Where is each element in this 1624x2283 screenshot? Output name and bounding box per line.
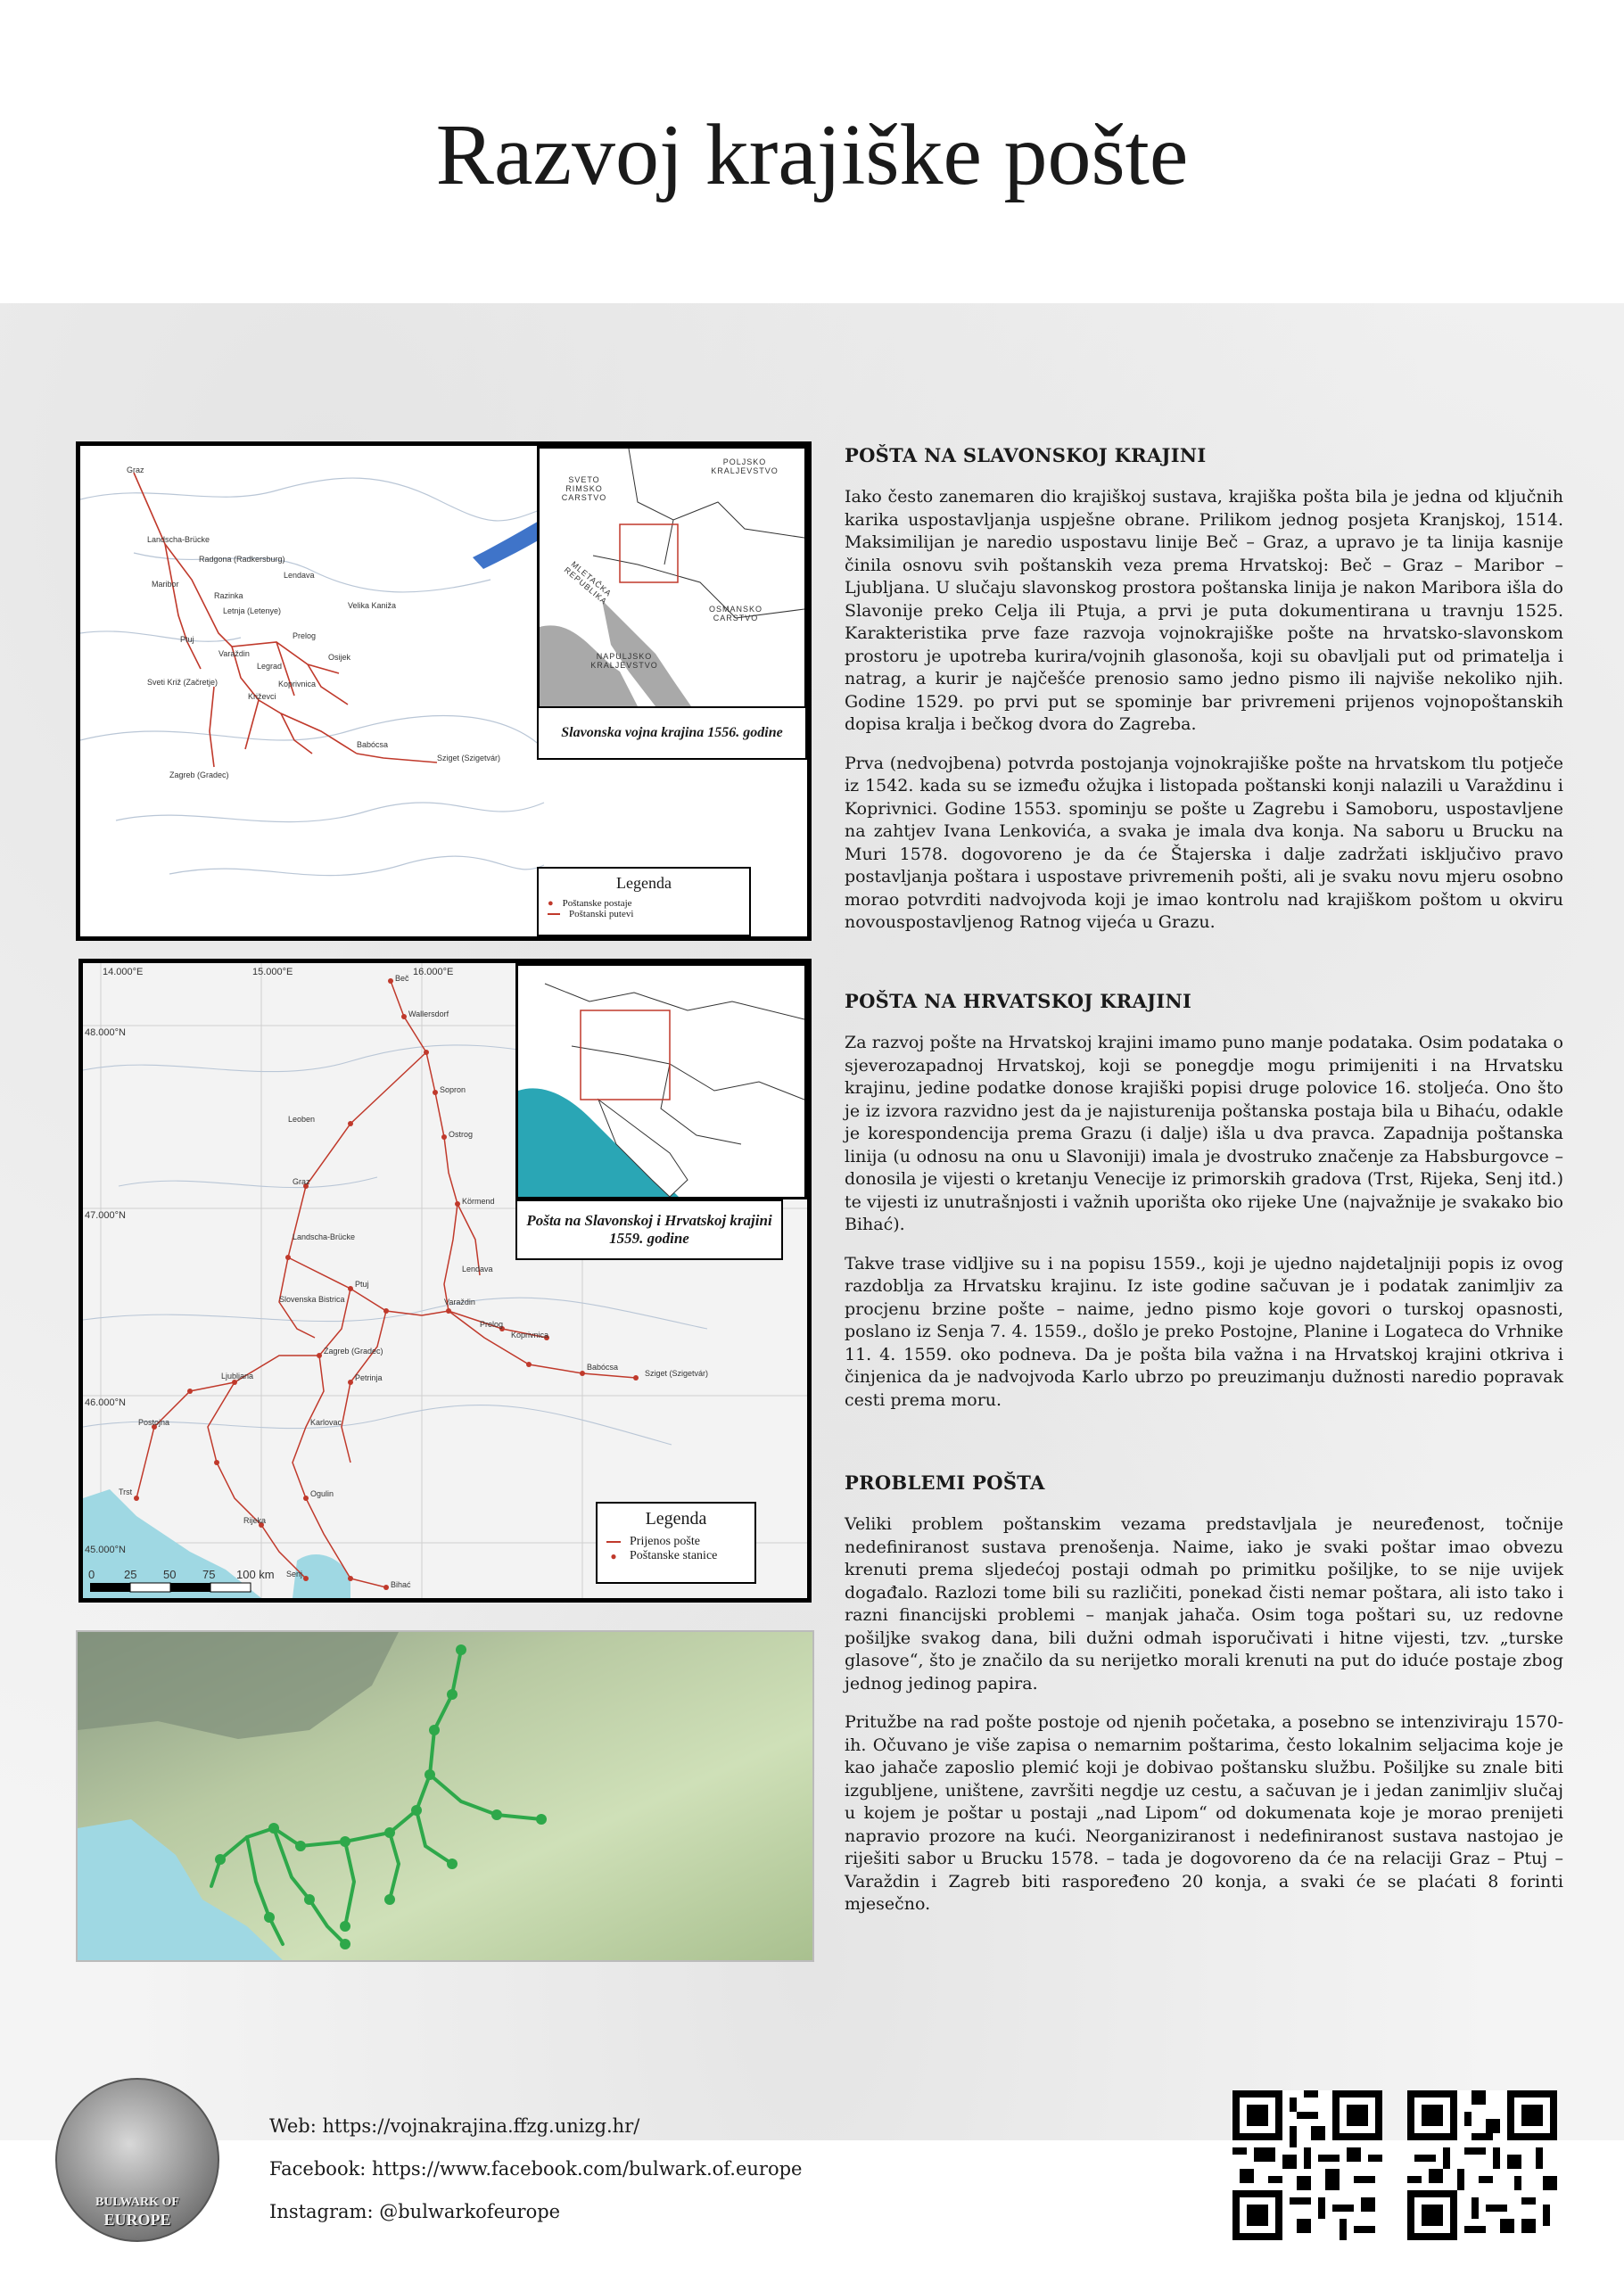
map-place-label: Prelog: [293, 631, 317, 640]
section-heading: PROBLEMI POŠTA: [845, 1471, 1045, 1494]
map-place-label: Sopron: [440, 1085, 466, 1094]
map2-legend: [596, 1502, 756, 1584]
legend-title: Legenda: [645, 1509, 707, 1529]
section-paragraph: Veliki problem poštanskim vezama predstavljala je neuređenost, točnije nedefiniranost sustava prenošenja. Naime, iako je svaki poštar imao obvezu krenuti prema sljedećoj postaji odmah po primitku pošiljke, to se nije uvijek događalo. Razlozi tome bili su različiti, ponekad čisti nemar poštara, ali isto tako i razni financijski problemi – manjak jahača. Osim toga poštari su, uz redovne pošiljke svakog dana, bili dužni odmah isporučivati i hitne vijesti, tzv. „turske glasove“, što je značilo da su nerijetko morali krenuti na put do iduće postaje zbog jednog jedinog papira.: [845, 1514, 1563, 1694]
map-place-label: Koprivnica: [511, 1331, 549, 1339]
legend-title: Legenda: [616, 874, 672, 892]
inset-label-venice: MLETAČKA REPUBLIKA: [562, 559, 614, 606]
scale-label: 50: [163, 1568, 177, 1581]
map-place-label: Leoben: [288, 1115, 316, 1124]
map-place-label: Bihać: [391, 1580, 411, 1589]
legend-label: Poštanski putevi: [569, 909, 634, 919]
page-title: Razvoj krajiške pošte: [435, 107, 1189, 203]
legend-row: [548, 909, 740, 919]
map1-inset-europe: [537, 446, 807, 709]
scale-label: 100 km: [236, 1568, 275, 1581]
section-paragraph: Takve trase vidljive su i na popisu 1559., koji je ujedno najdetaljniji popis iz ovog razdoblja za Hrvatsku krajinu. Iz iste godine sačuvan je i podatak zanimljiv za procjenu brzine pošte – naime, jedno pismo koje govori o turskoj opasnosti, poslano iz Senja 7. 4. 1559., došlo je preko Postojne, Planine i Logateca do Vrhnike 11. 4. 1559. oko podneva. Da je pošta bila važna i na Hrvatskoj krajini otkriva i činjenica da je nadvojvoda Karlo ubrzo po preuzimanju dužnosti naredio popravak cesti prema moru.: [845, 1253, 1563, 1410]
lat-label: 45.000°N: [85, 1545, 126, 1555]
section-croatian-frontier: [845, 990, 1563, 1428]
map-terrain-routes: [76, 1630, 814, 1962]
footer-facebook-link[interactable]: Facebook: https://www.facebook.com/bulwark.of.europe: [269, 2158, 803, 2180]
map2-caption: Pošta na Slavonskoj i Hrvatskoj krajini 1559. godine: [515, 1199, 783, 1260]
route-line-icon: [548, 913, 560, 915]
legend-label: Poštanske postaje: [562, 898, 632, 909]
lon-label: 15.000°E: [252, 967, 293, 977]
map-place-label: Slovenska Bistrica: [279, 1295, 345, 1304]
map-place-label: Osijek: [328, 653, 351, 662]
lon-label: 14.000°E: [103, 967, 144, 977]
scale-label: 25: [124, 1568, 137, 1581]
map-place-label: Graz: [127, 466, 144, 474]
map-place-label: Velika Kaniža: [348, 601, 397, 610]
map-place-label: Senj: [286, 1570, 303, 1578]
lat-label: 48.000°N: [85, 1027, 126, 1038]
map-place-label: Rijeka: [243, 1516, 267, 1525]
map-place-label: Varaždin: [218, 649, 250, 658]
map-place-label: Sziget (Szigetvár): [645, 1369, 709, 1378]
inset-label-poland: POLJSKO KRALJEVSTVO: [711, 457, 779, 475]
legend-label: Prijenos pošte: [630, 1535, 700, 1548]
map-croatia-slavonia-1559: [78, 959, 812, 1603]
section-postal-problems: [845, 1471, 1563, 1933]
section-paragraph: Pritužbe na rad pošte postoje od njenih početaka, a posebno se intenziviraju 1570-ih. Očuvano je više zapisa o nemarnim poštarima, često lokalnim seljacima koje je kao jahače zaposlio plemić koji je dobivao poštansku službu. Pošiljke su znale biti izgubljene, uništene, završiti negdje uz cestu, a sačuvan je i jedan zanimljiv slučaj u kojem je poštar u postaji „nad Lipom“ od dokumenata koje je morao prenijeti napravio prozore na kući. Neorganiziranost i nedefiniranost sustava nastojao je riješiti sabor u Brucku 1578. – tada je dogovoreno da će na relaciji Graz – Ptuj – Varaždin i Zagreb biti raspoređeno 20 konja, a svaki će se plaćati 8 forinti mjesečno.: [845, 1712, 1563, 1914]
footer-web-link[interactable]: Web: https://vojnakrajina.ffzg.unizg.hr/: [269, 2115, 640, 2137]
section-paragraph: Prva (nedvojbena) potvrda postojanja vojnokrajiške pošte na hrvatskom tlu potječe iz 1542. kada su se između ožujka i listopada poštanski konji nalazili u Varaždinu i Koprivnici. Godine 1553. spominju se pošte u Zagrebu i Samoboru, uspostavljene na zahtjev Ivana Lenkovića, a svaka je imala dva konja. Na saboru u Brucku na Muri 1578. dogovoreno je da će Štajerska i dalje zadržati isključivo pravo postavljanja poštara i uspostave privremenih pošti, ali je svaku novu mjeru osobno morao potvrditi nadvojvoda koji je imao kontrolu nad krajiškom poštom u okviru novouspostavljenog Ratnog vijeća u Grazu.: [845, 753, 1563, 932]
map-place-label: Babócsa: [587, 1363, 619, 1372]
footer-instagram-handle: Instagram: @bulwarkofeurope: [269, 2201, 561, 2222]
map-slavonia-1556: [76, 441, 812, 941]
map-place-label: Landscha-Brücke: [147, 535, 210, 544]
map-place-label: Lendava: [284, 571, 315, 580]
section-heading: POŠTA NA HRVATSKOJ KRAJINI: [845, 990, 1192, 1012]
bulwark-of-europe-logo: [55, 2078, 219, 2242]
map-place-label: Varaždin: [444, 1298, 475, 1306]
map-place-label: Radgona (Radkersburg): [199, 555, 285, 564]
qr-code-website[interactable]: [1232, 2090, 1382, 2240]
map1-caption: Slavonska vojna krajina 1556. godine: [537, 706, 807, 760]
legend-label: Poštanske stanice: [630, 1549, 718, 1562]
inset-label-naples: NAPULJSKO KRALJEVSTVO: [590, 652, 658, 670]
legend-row: [606, 1549, 746, 1563]
map-place-label: Zagreb (Gradec): [324, 1347, 383, 1356]
map-place-label: Zagreb (Gradec): [169, 771, 229, 779]
map-place-label: Postojna: [138, 1418, 170, 1427]
map-place-label: Körmend: [462, 1197, 495, 1206]
section-heading: POŠTA NA SLAVONSKOJ KRAJINI: [845, 444, 1207, 466]
inset-label-ottoman-empire: OSMANSKO CARSTVO: [708, 605, 763, 622]
inset-label-holy-roman-empire: SVETO RIMSKO CARSTVO: [561, 475, 607, 502]
section-slavonian-frontier: [845, 444, 1563, 951]
section-paragraph: Iako često zanemaren dio krajiškoj sustava, krajiška pošta bila je jedna od ključnih karika uspostavljanja uspješne obrane. Prilikom jednog posjeta Kranjskoj, 1514. Maksimilijan je naredio uspostavu linije Beč – Graz, a upravo je ta linija kasnije činila osnovu svih poštanskih veza prema Hrvatskoj: Beč – Graz – Maribor – Ljubljana. U slučaju slavonskog prostora poštanska linija je nakon Maribora išla do Slavonije preko Celja ili Ptuja, a prvi je puta dokumentirana u travnju 1525. Karakteristika prve faze razvoja vojnokrajiške pošte na hrvatsko-slavonskom prostoru je upotreba kurira/vojnih glasonoša, koji su obavljali put od primatelja i natrag, a kurir je najčešće prenosio samo jedno pismo ili najviše nekoliko njih. Godine 1529. po prvi put se spominje bar privremeni prijenos vojnopoštanskih dopisa kralja i bečkog dvora do Zagreba.: [845, 487, 1563, 734]
map-place-label: Ostrog: [449, 1130, 474, 1139]
lat-label: 46.000°N: [85, 1397, 126, 1408]
map-place-label: Ptuj: [180, 635, 194, 644]
qr-code-facebook[interactable]: [1407, 2090, 1557, 2240]
map-place-label: Legrad: [257, 662, 283, 671]
map-place-label: Karlovac: [310, 1418, 342, 1427]
logo-text: BULWARK OF: [95, 2196, 179, 2209]
map-place-label: Beč: [395, 974, 409, 983]
map-place-label: Landscha-Brücke: [293, 1232, 356, 1241]
map1-legend: [537, 867, 751, 936]
map-place-label: Maribor: [152, 580, 179, 589]
map-place-label: Trst: [119, 1488, 133, 1496]
legend-row: [606, 1535, 746, 1549]
map-place-label: Sziget (Szigetvár): [437, 754, 501, 762]
map-place-label: Prelog: [480, 1320, 504, 1329]
map-place-label: Petrinja: [355, 1373, 383, 1382]
map-place-label: Ljubljana: [221, 1372, 254, 1381]
map-place-label: Križevci: [248, 692, 276, 701]
map-place-label: Graz: [293, 1177, 310, 1186]
station-dot-icon: ●: [610, 1549, 617, 1562]
station-dot-icon: ●: [548, 898, 554, 909]
legend-row: [548, 898, 740, 909]
scale-label: 0: [88, 1568, 95, 1581]
map-place-label: Lendava: [462, 1265, 493, 1273]
map-place-label: Babócsa: [357, 740, 389, 749]
map-place-label: Razinka: [214, 591, 243, 600]
map-place-label: Wallersdorf: [408, 1010, 449, 1018]
map-place-label: Ogulin: [310, 1489, 334, 1498]
section-paragraph: Za razvoj pošte na Hrvatskoj krajini imamo puno manje podataka. Osim podataka o sjeverozapadnoj Hrvatskoj, koji se ponegdje mogu primijeniti i na Hrvatsku krajinu, jedine podatke donose krajiški popisi druge polovice 16. stoljeća. Ono što je iz izvora razvidno jest da je najisturenija poštanska postaja bila u Bihaću, odakle je korespondencija prema Grazu (i dalje) išla u dva pravca. Zapadnija poštanska linija (u odnosu na onu u Slavoniji) imala je dvostruko značenje za Habsburgovce – donosila je vijesti o kretanju Venecije iz primorskih gradova (Trst, Rijeka, Senj itd.) te vijesti iz unutrašnjosti i važnih uporišta oko rijeke Une (najvažnije je svakako bio Bihać).: [845, 1033, 1563, 1234]
scale-label: 75: [202, 1568, 216, 1581]
lon-label: 16.000°E: [413, 967, 454, 977]
map2-inset-europe: [515, 963, 807, 1199]
route-line-icon: [606, 1541, 621, 1543]
map-place-label: Letnja (Letenye): [223, 606, 282, 615]
logo-text: EUROPE: [103, 2211, 171, 2229]
map-place-label: Koprivnica: [278, 680, 317, 688]
map-place-label: Ptuj: [355, 1280, 369, 1289]
map-place-label: Sveti Križ (Začretje): [147, 678, 218, 687]
lat-label: 47.000°N: [85, 1210, 126, 1221]
